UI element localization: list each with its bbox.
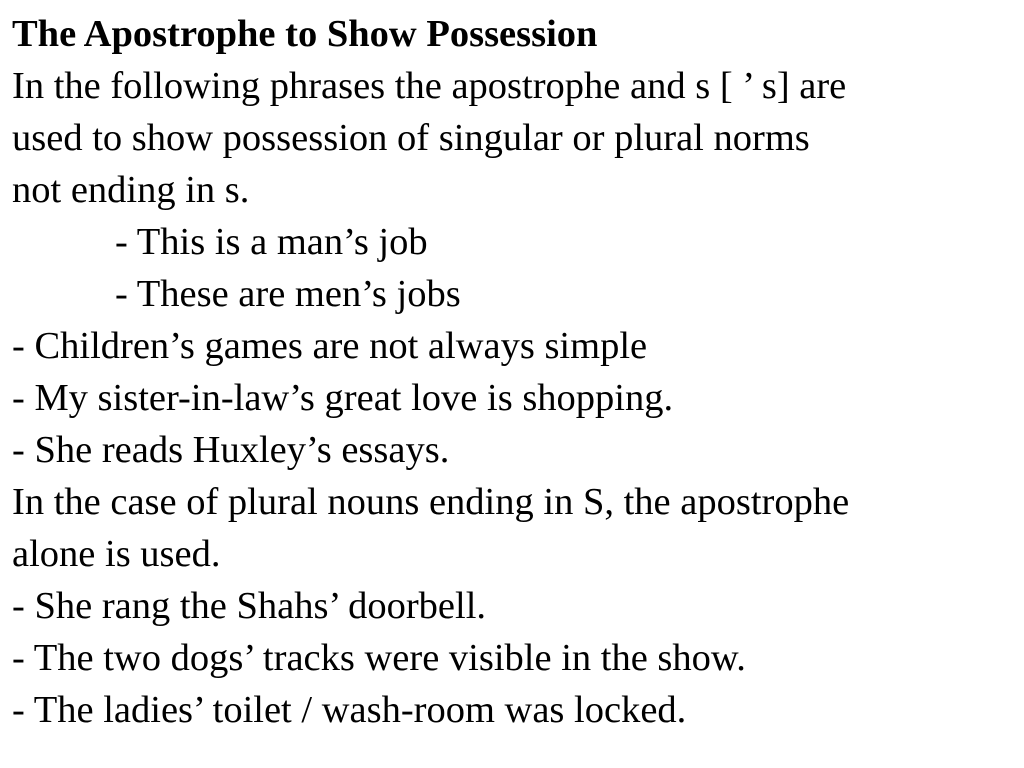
intro-paragraph-line-1: In the following phrases the apostrophe and s [ ’ s] are bbox=[12, 65, 847, 107]
example-item-sister-in-law: - My sister-in-law’s great love is shopping. bbox=[12, 377, 674, 419]
example-item-dogs-tracks: - The two dogs’ tracks were visible in the show. bbox=[12, 637, 746, 679]
plural-rule-line-1: In the case of plural nouns ending in S, the apostrophe bbox=[12, 481, 850, 523]
example-item-mans-job: - This is a man’s job bbox=[115, 221, 428, 263]
plural-rule-line-2: alone is used. bbox=[12, 533, 221, 575]
intro-paragraph-line-3: not ending in s. bbox=[12, 169, 250, 211]
slide-title: The Apostrophe to Show Possession bbox=[12, 13, 598, 55]
example-item-huxley: - She reads Huxley’s essays. bbox=[12, 429, 450, 471]
example-item-ladies-toilet: - The ladies’ toilet / wash-room was locked. bbox=[12, 689, 687, 731]
example-item-mens-jobs: - These are men’s jobs bbox=[115, 273, 461, 315]
intro-paragraph-line-2: used to show possession of singular or plural norms bbox=[12, 117, 810, 159]
example-item-shahs-doorbell: - She rang the Shahs’ doorbell. bbox=[12, 585, 487, 627]
slide-body bbox=[12, 8, 1017, 736]
example-item-childrens-games: - Children’s games are not always simple bbox=[12, 325, 648, 367]
